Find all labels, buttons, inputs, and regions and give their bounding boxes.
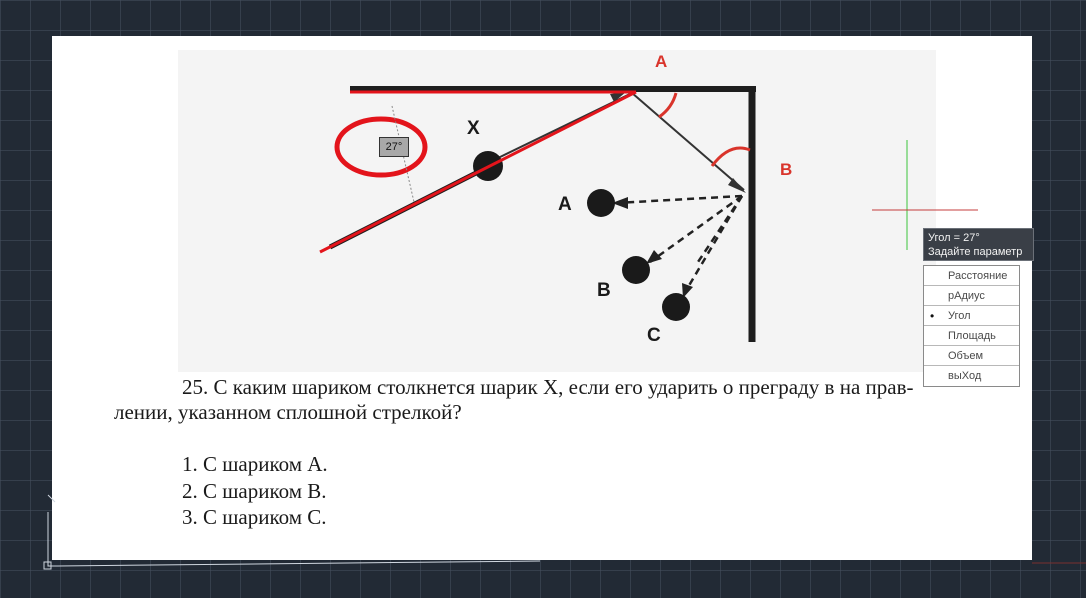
selected-bullet-icon: • — [930, 309, 935, 323]
ball-x-label: X — [467, 118, 480, 139]
menu-item-label: Угол — [948, 310, 971, 322]
option-1: 1. С шариком A. — [182, 452, 328, 476]
question-line-1: 25. С каким шариком столкнется шарик X, если его ударить о преграду в на прав- — [182, 375, 914, 399]
menu-item-area[interactable] — [924, 326, 1019, 346]
ball-a-label: A — [558, 194, 572, 215]
angle-arc-a — [659, 93, 676, 117]
menu-item-label: выХод — [948, 370, 982, 382]
dynamic-input-tooltip — [923, 228, 1034, 261]
option-3: 3. С шариком C. — [182, 505, 327, 529]
ball-c — [662, 293, 690, 321]
menu-item-label: рАдиус — [948, 290, 985, 302]
point-b-label: B — [780, 160, 793, 179]
menu-item-angle[interactable] — [924, 306, 1019, 326]
menu-item-exit[interactable] — [924, 366, 1019, 386]
menu-item-label: Площадь — [948, 330, 996, 342]
angle-arc-b — [712, 148, 750, 166]
menu-item-label: Расстояние — [948, 270, 1008, 282]
ball-b — [622, 256, 650, 284]
tooltip-prompt: Задайте параметр — [928, 246, 1023, 258]
dashed-arrowhead-b — [646, 250, 662, 264]
menu-item-volume[interactable] — [924, 346, 1019, 366]
ball-b-label: B — [597, 280, 611, 301]
menu-item-distance[interactable] — [924, 266, 1019, 286]
measure-options-menu — [923, 265, 1020, 387]
solid-trajectory-to-b — [632, 93, 744, 190]
arrowhead-b — [728, 178, 746, 193]
menu-item-radius[interactable] — [924, 286, 1019, 306]
ball-c-label: C — [647, 325, 661, 346]
option-2: 2. С шариком B. — [182, 479, 327, 503]
question-line-2: лении, указанном сплошной стрелкой? — [114, 400, 462, 424]
menu-item-label: Объем — [948, 350, 984, 362]
angle-readout: 27° — [379, 137, 409, 157]
point-a-label: A — [655, 52, 668, 71]
tooltip-angle-value: Угол = 27° — [928, 232, 980, 244]
ball-a — [587, 189, 615, 217]
